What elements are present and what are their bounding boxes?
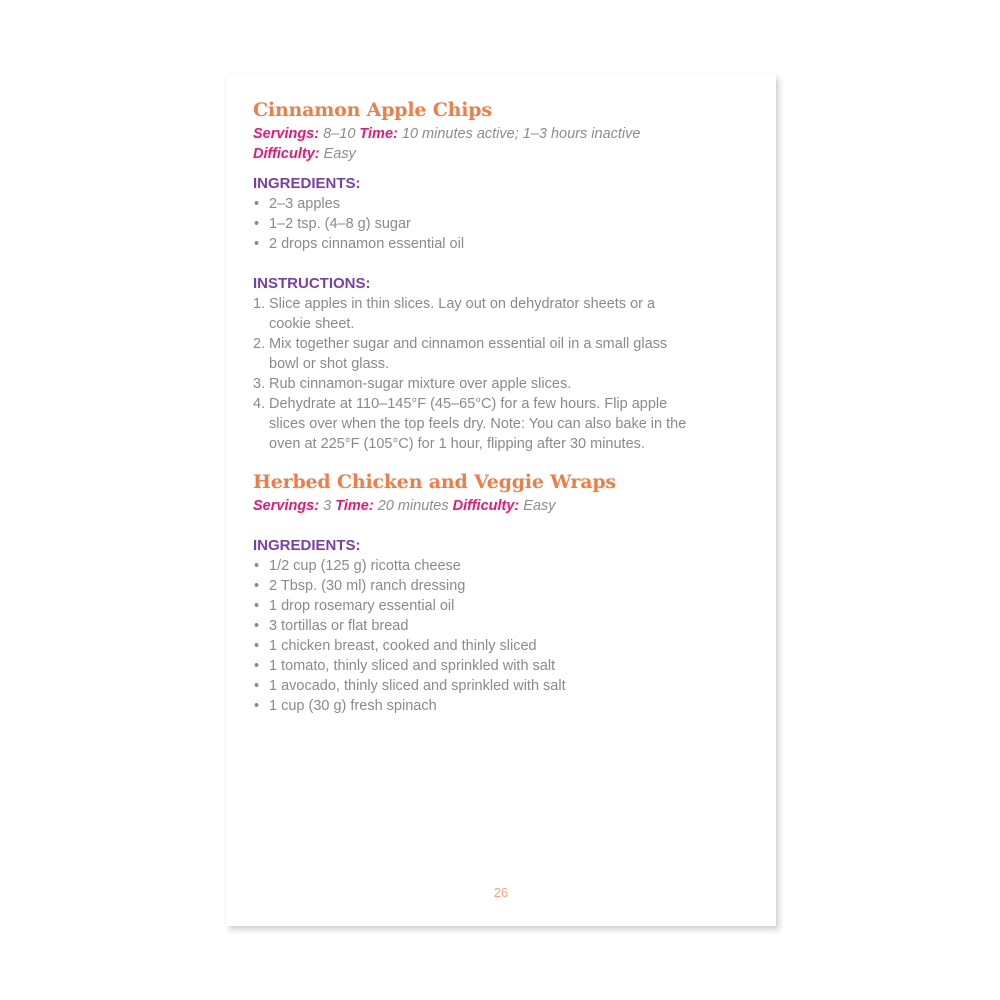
recipe-cinnamon-apple-chips [253,96,753,454]
time-value: 20 minutes [377,498,449,514]
ingredient-item: • 1–2 tsp. (4–8 g) sugar [254,216,411,232]
ingredient-item: • 1 drop rosemary essential oil [254,598,455,614]
ingredient-item: • 1 avocado, thinly sliced and sprinkled with salt [254,678,566,694]
servings-value: 3 [323,498,332,514]
time-value: 10 minutes active; 1–3 hours inactive [401,126,641,142]
ingredients-heading: INGREDIENTS: [253,175,361,192]
difficulty-value: Easy [523,498,556,514]
ingredient-item: • 2 Tbsp. (30 ml) ranch dressing [254,578,466,594]
instruction-step: 3. Rub cinnamon-sugar mixture over apple slices. [253,376,572,392]
recipe-title: Cinnamon Apple Chips [253,99,492,121]
bullet-icon: • [254,658,260,674]
difficulty-value: Easy [323,146,356,162]
bullet-icon: • [254,216,260,232]
difficulty-label: Difficulty: [253,146,320,162]
ingredient-item: • 1 tomato, thinly sliced and sprinkled with salt [254,658,556,674]
servings-label: Servings: [253,498,320,514]
servings-value: 8–10 [323,126,356,142]
bullet-icon: • [254,678,260,694]
step-number: 1. [253,296,266,312]
step-number: 3. [253,376,266,392]
ingredient-item: • 2 drops cinnamon essential oil [254,236,465,252]
bullet-icon: • [254,598,260,614]
ingredient-item: • 3 tortillas or flat bread [254,618,409,634]
instructions-heading: INSTRUCTIONS: [253,275,371,292]
bullet-icon: • [254,618,260,634]
ingredients-heading: INGREDIENTS: [253,537,361,554]
instruction-step: 1. Slice apples in thin slices. Lay out on dehydrator sheets or a cookie sheet. [253,296,656,332]
time-label: Time: [335,498,374,514]
ingredient-item: • 1 cup (30 g) fresh spinach [254,698,437,714]
time-label: Time: [359,126,398,142]
ingredient-item: • 1 chicken breast, cooked and thinly sliced [254,638,537,654]
recipe-title: Herbed Chicken and Veggie Wraps [253,471,616,493]
difficulty-label: Difficulty: [452,498,520,514]
servings-label: Servings: [253,126,320,142]
bullet-icon: • [254,698,260,714]
recipe-meta [253,124,753,164]
bullet-icon: • [254,558,260,574]
instructions-list [253,294,698,454]
page-content [253,96,753,716]
bullet-icon: • [254,196,260,212]
ingredients-list [253,556,753,716]
bullet-icon: • [254,578,260,594]
recipe-meta [253,496,753,516]
bullet-icon: • [254,236,260,252]
ingredient-item: • 1/2 cup (125 g) ricotta cheese [254,558,461,574]
step-number: 4. [253,396,266,412]
instruction-step: 2. Mix together sugar and cinnamon essential oil in a small glass bowl or shot glass. [253,336,668,372]
instruction-step: 4. Dehydrate at 110–145°F (45–65°C) for a few hours. Flip apple slices over when the top feels dry. Note: You can also bake in the oven at 225°F (105°C) for 1 hour, flipping after 30 minutes. [253,396,687,452]
ingredient-item: • 2–3 apples [254,196,340,212]
page-number: 26 [493,885,509,900]
bullet-icon: • [254,638,260,654]
book-page [226,74,776,926]
ingredients-list [253,194,753,254]
recipe-herbed-chicken-veggie-wraps [253,468,753,716]
step-number: 2. [253,336,266,352]
